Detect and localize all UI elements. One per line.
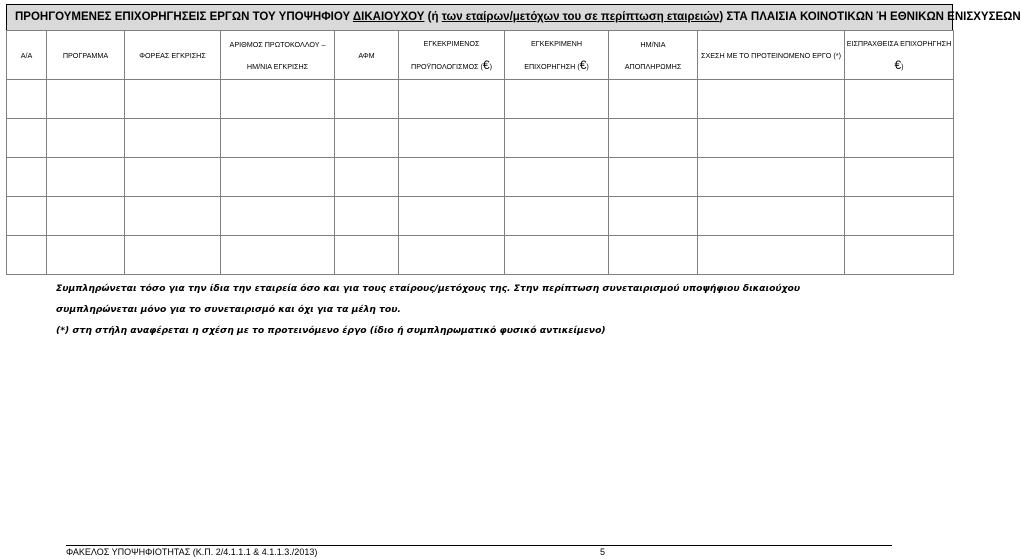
title-prefix: ΠΡΟΗΓΟΥΜΕΝΕΣ ΕΠΙΧΟΡΗΓΗΣΕΙΣ ΕΡΓΩΝ ΤΟΥ ΥΠΟΨΗΦΙΟΥ: [15, 11, 353, 23]
grants-table: [6, 30, 954, 275]
col-header-approved-budget: ΕΓΚΕΚΡΙΜΕΝΟΣ ΠΡΟΫΠΟΛΟΓΙΣΜΟΣ (€): [399, 31, 505, 80]
table-row: [7, 119, 954, 158]
footer-dossier-label: ΦΑΚΕΛΟΣ ΥΠΟΨΗΦΙΟΤΗΤΑΣ (Κ.Π. 2/4.1.1.1 & 4.1.1.3./2013): [66, 547, 318, 557]
note-line-2: συμπληρώνεται μόνο για το συνεταιρισμό και όχι για τα μέλη του.: [56, 304, 401, 315]
col-header-relation-to-project: ΣΧΕΣΗ ΜΕ ΤΟ ΠΡΟΤΕΙΝΟΜΕΝΟ ΕΡΓΟ (*): [698, 31, 845, 80]
col-header-aa: Α/Α: [7, 31, 47, 80]
page-footer: [66, 545, 892, 559]
note-line-3: (*) στη στήλη αναφέρεται η σχέση με το προτεινόμενο έργο (ίδιο ή συμπληρωματικό φυσικό αντικείμενο): [56, 325, 606, 336]
instructions-notes: [56, 278, 936, 341]
title-suffix: ) ΣΤΑ ΠΛΑΙΣΙΑ ΚΟΙΝΟΤΙΚΩΝ Ή ΕΘΝΙΚΩΝ ΕΝΙΣΧΥΣΕΩΝ: [719, 11, 1021, 23]
title-paren-open: (ή: [424, 11, 442, 23]
note-line-1: Συμπληρώνεται τόσο για την ίδια την εταιρεία όσο και για τους εταίρους/μετόχους της. Στην περίπτωση συνεταιρισμού υποψήφιου δικαιούχου: [56, 283, 801, 294]
title-beneficiary-word: ΔΙΚΑΙΟΥΧΟΥ: [352, 11, 425, 23]
table-row: [7, 80, 954, 119]
table-row: [7, 158, 954, 197]
title-partners-clause: των εταίρων/μετόχων του σε περίπτωση εταιρειών: [441, 11, 720, 23]
col-header-program: ΠΡΟΓΡΑΜΜΑ: [47, 31, 125, 80]
page-number: 5: [600, 547, 606, 557]
col-header-afm: ΑΦΜ: [335, 31, 399, 80]
col-header-approved-grant: ΕΓΚΕΚΡΙΜΕΝΗ ΕΠΙΧΟΡΗΓΗΣΗ (€): [505, 31, 609, 80]
table-row: [7, 236, 954, 275]
col-header-payment-date: ΗΜ/ΝΙΑ ΑΠΟΠΛΗΡΩΜΗΣ: [609, 31, 698, 80]
section-title-banner: [6, 4, 1021, 31]
col-header-approving-body: ΦΟΡΕΑΣ ΕΓΚΡΙΣΗΣ: [125, 31, 221, 80]
table-row: [7, 197, 954, 236]
col-header-received-grant: ΕΙΣΠΡΑΧΘΕΙΣΑ ΕΠΙΧΟΡΗΓΗΣΗ €): [845, 31, 954, 80]
col-header-protocol-number-date: ΑΡΙΘΜΟΣ ΠΡΩΤΟΚΟΛΛΟΥ – ΗΜ/ΝΙΑ ΕΓΚΡΙΣΗΣ: [221, 31, 335, 80]
euro-symbol: €: [579, 58, 587, 72]
table-header-row: [7, 31, 954, 80]
euro-symbol: €: [894, 58, 902, 72]
euro-symbol: €: [482, 58, 490, 72]
